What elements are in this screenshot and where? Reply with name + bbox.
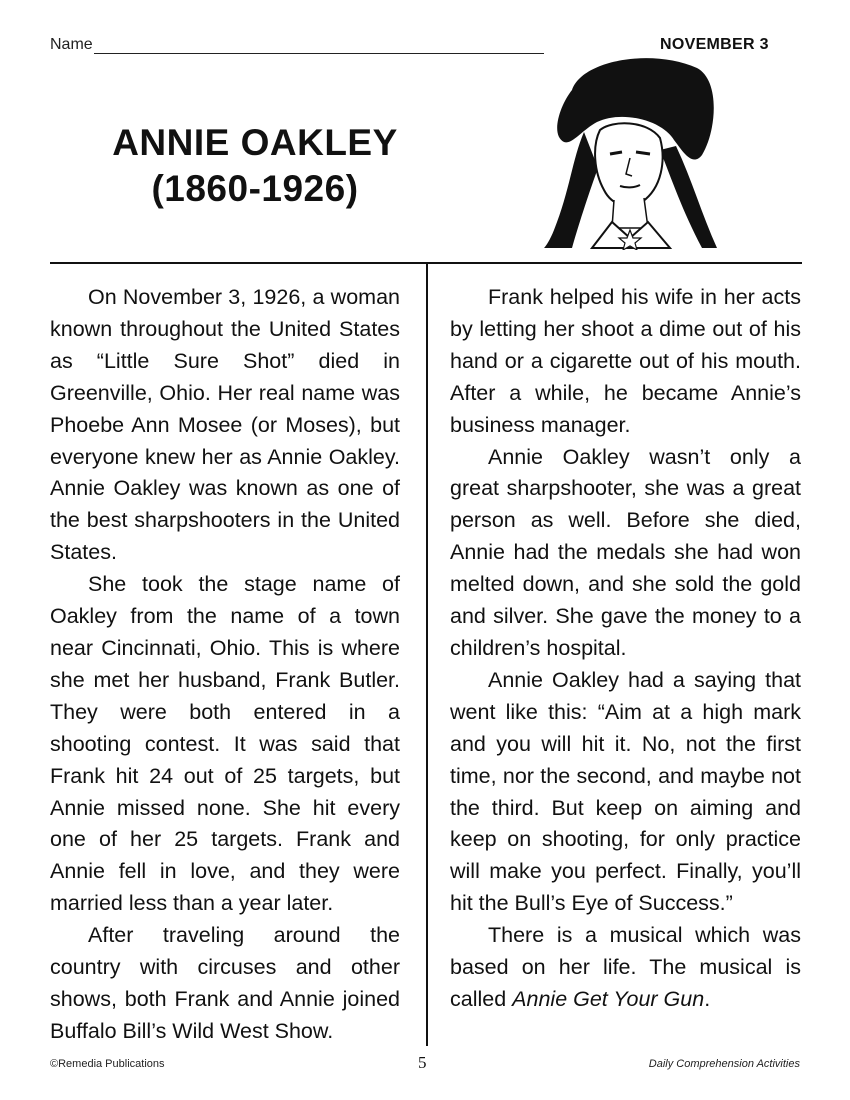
- paragraph: [450, 920, 801, 1016]
- right-column: [450, 282, 801, 1016]
- left-column: [50, 282, 400, 1048]
- paragraph-text: There is a musical which was based on her life. The musical is called: [450, 923, 801, 1011]
- page-number: 5: [418, 1053, 427, 1072]
- column-divider: [426, 262, 428, 1046]
- musical-title: Annie Get Your Gun: [512, 986, 705, 1011]
- paragraph: On November 3, 1926, a woman known throughout the United States as “Little Sure Shot” died in Greenville, Ohio. Her real name was Phoebe Ann Mosee (or Moses), but everyone knew her as Annie Oakley. Annie Oakley was known as one of the best sharpshooters in the United States.: [50, 285, 400, 565]
- paragraph-end: .: [704, 986, 711, 1011]
- title-name: ANNIE OAKLEY: [112, 122, 398, 163]
- paragraph: After traveling around the country with circuses and other shows, both Frank and Annie joined Buffalo Bill’s Wild West Show.: [50, 923, 400, 1043]
- date-label: NOVEMBER 3: [660, 36, 769, 53]
- paragraph: Frank helped his wife in her acts by letting her shoot a dime out of his hand or a cigarette out of his mouth. After a while, he became Annie’s business manager.: [450, 285, 801, 437]
- paragraph: Annie Oakley wasn’t only a great sharpshooter, she was a great person as well. Before she died, Annie had the medals she had won melted down, and she sold the gold and silver. She gave the money to a children’s hospital.: [450, 444, 801, 660]
- copyright: ©Remedia Publications: [50, 1058, 165, 1070]
- title-years: (1860-1926): [151, 168, 359, 209]
- series-name: Daily Comprehension Activities: [648, 1058, 800, 1070]
- annie-oakley-portrait-icon: [542, 50, 720, 250]
- paragraph: She took the stage name of Oakley from the name of a town near Cincinnati, Ohio. This is where she met her husband, Frank Butler. They were both entered in a shooting contest. It was said that Frank hit 24 out of 25 targets, but Annie missed none. She hit every one of her 25 targets. Frank and Annie fell in love, and they were married less than a year later.: [50, 572, 400, 916]
- page-title: [60, 120, 450, 212]
- name-field[interactable]: [50, 36, 544, 54]
- paragraph: Annie Oakley had a saying that went like this: “Aim at a high mark and you will hit it. No, not the first time, nor the second, and maybe not the third. But keep on aiming and keep on shooting, for only practice will make you perfect. Finally, you’ll hit the Bull’s Eye of Success.”: [450, 667, 801, 916]
- name-blank-line[interactable]: [94, 38, 544, 54]
- name-label: Name: [50, 36, 93, 53]
